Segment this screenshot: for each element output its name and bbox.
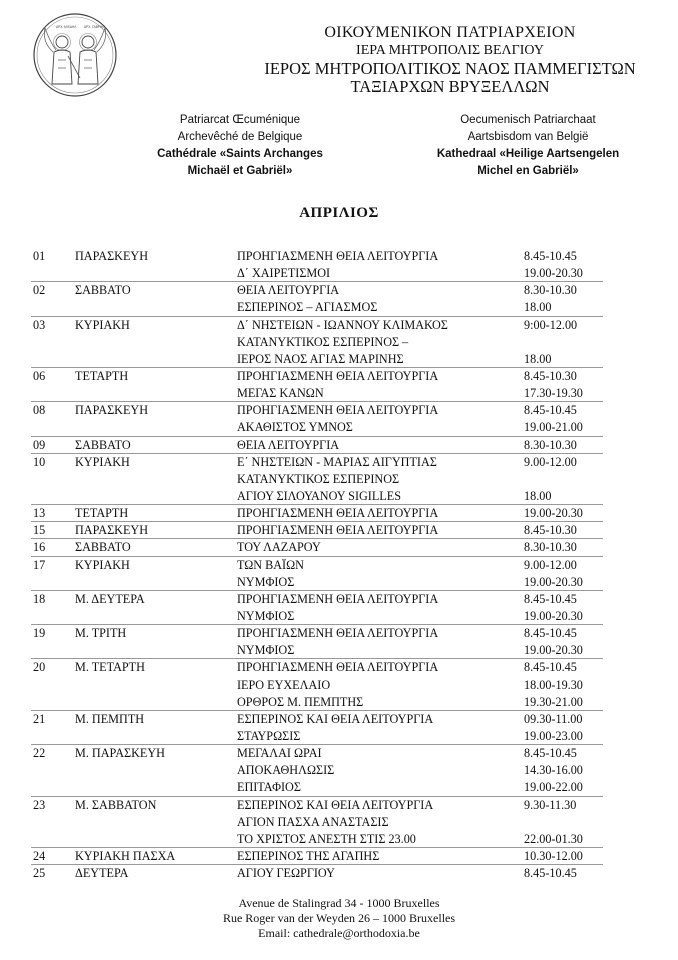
row-day: ΠΑΡΑΣΚΕΥΗ	[75, 523, 149, 538]
row-time: 18.00	[524, 488, 552, 503]
row-time: 14.30-16.00	[524, 763, 583, 778]
row-day: ΠΑΡΑΣΚΕΥΗ	[75, 403, 149, 418]
row-service: ΑΚΑΘΙΣΤΟΣ ΥΜΝΟΣ	[237, 420, 353, 435]
row-time: 19.00-20.30	[524, 266, 583, 281]
schedule-row	[0, 471, 678, 488]
schedule-row	[0, 488, 678, 505]
schedule-table	[0, 248, 678, 882]
row-service: ΘΕΙΑ ΛΕΙΤΟΥΡΓΙΑ	[237, 437, 340, 452]
schedule-row	[0, 659, 678, 676]
cathedral-archangels-logo	[32, 12, 118, 98]
schedule-row	[0, 522, 678, 539]
row-time: 8.45-10.45	[524, 626, 577, 641]
row-service: ΙΕΡΟΣ ΝΑΟΣ ΑΓΙΑΣ ΜΑΡΙΝΗΣ	[237, 351, 404, 366]
schedule-row	[0, 608, 678, 625]
row-day: ΣΑΒΒΑΤΟ	[75, 437, 131, 452]
row-service: ΑΓΙΟΝ ΠΑΣΧΑ ΑΝΑΣΤΑΣΙΣ	[237, 814, 389, 829]
schedule-row	[0, 728, 678, 745]
nl-line-4: Michel en Gabriël»	[477, 165, 579, 177]
row-time: 8.45-10.30	[524, 523, 577, 538]
row-service: ΣΤΑΥΡΩΣΙΣ	[237, 728, 301, 743]
row-service: ΜΕΓΑΛΑΙ ΩΡΑΙ	[237, 746, 322, 761]
schedule-row	[0, 402, 678, 419]
row-date: 19	[33, 626, 46, 641]
row-date: 20	[33, 660, 46, 675]
greek-header	[230, 24, 670, 96]
footer	[0, 896, 678, 941]
row-service: ΕΣΠΕΡΙΝΟΣ – ΑΓΙΑΣΜΟΣ	[237, 300, 378, 315]
schedule-row	[0, 437, 678, 454]
row-time: 8.45-10.45	[524, 866, 577, 881]
row-date: 16	[33, 540, 46, 555]
row-day: Μ. ΣΑΒΒΑΤΟΝ	[75, 797, 157, 812]
row-time: 18.00	[524, 351, 552, 366]
row-service: ΠΡΟΗΓΙΑΣΜΕΝΗ ΘΕΙΑ ΛΕΙΤΟΥΡΓΙΑ	[237, 591, 439, 606]
schedule-row	[0, 694, 678, 711]
row-time: 19.00-20.30	[524, 574, 583, 589]
schedule-row	[0, 591, 678, 608]
row-date: 23	[33, 797, 46, 812]
schedule-row	[0, 865, 678, 882]
footer-address-2: Rue Roger van der Weyden 26 – 1000 Bruxelles	[222, 911, 456, 925]
schedule-row	[0, 419, 678, 436]
logo-label-left: ΑΡΧ. ΜΙΧΑΗΛ	[56, 25, 77, 29]
row-day: ΣΑΒΒΑΤΟ	[75, 540, 131, 555]
row-time: 9.00-12.00	[524, 454, 577, 469]
row-day: Μ. ΤΡΙΤΗ	[75, 626, 127, 641]
nl-line-2: Aartsbisdom van België	[467, 131, 589, 143]
row-date: 02	[33, 283, 46, 298]
row-service: ΝΥΜΦΙΟΣ	[237, 574, 295, 589]
row-day: Μ. ΔΕΥΤΕΡΑ	[75, 591, 145, 606]
schedule-row	[0, 334, 678, 351]
month-title: ΑΠΡΙΛΙΟΣ	[299, 205, 379, 221]
row-service: ΙΕΡΟ ΕΥΧΕΛΑΙΟ	[237, 677, 331, 692]
row-service: Δ΄ ΧΑΙΡΕΤΙΣΜΟΙ	[237, 266, 331, 281]
schedule-row	[0, 745, 678, 762]
schedule-row	[0, 299, 678, 316]
schedule-row	[0, 557, 678, 574]
row-time: 22.00-01.30	[524, 831, 583, 846]
row-date: 10	[33, 454, 46, 469]
schedule-row	[0, 797, 678, 814]
row-date: 24	[33, 848, 46, 863]
row-time: 8.45-10.45	[524, 746, 577, 761]
row-service: ΕΠΙΤΑΦΙΟΣ	[237, 780, 301, 795]
schedule-row	[0, 248, 678, 265]
row-service: ΚΑΤΑΝΥΚΤΙΚΟΣ ΕΣΠΕΡΙΝΟΣ –	[237, 334, 409, 349]
schedule-row	[0, 454, 678, 471]
row-day: Μ. ΠΑΡΑΣΚΕΥΗ	[75, 746, 165, 761]
row-service: ΚΑΤΑΝΥΚΤΙΚΟΣ ΕΣΠΕΡΙΝΟΣ	[237, 471, 400, 486]
row-time: 19.00-20.30	[524, 643, 583, 658]
row-time: 8.30-10.30	[524, 540, 577, 555]
row-service: ΑΓΙΟΥ ΣΙΛΟΥΑΝΟΥ SIGILLES	[237, 488, 401, 503]
row-service: ΝΥΜΦΙΟΣ	[237, 608, 295, 623]
logo-label-right: ΑΡΧ. ΓΑΒΡΙΗΛ	[84, 25, 106, 29]
schedule-row	[0, 574, 678, 591]
row-day: ΚΥΡΙΑΚΗ	[75, 454, 130, 469]
row-date: 09	[33, 437, 46, 452]
row-service: ΝΥΜΦΙΟΣ	[237, 643, 295, 658]
row-day: ΚΥΡΙΑΚΗ ΠΑΣΧΑ	[75, 848, 176, 863]
dutch-subheader	[408, 112, 648, 180]
row-service: ΤΩΝ ΒΑΪΩΝ	[237, 557, 304, 572]
row-day: ΚΥΡΙΑΚΗ	[75, 317, 130, 332]
row-date: 18	[33, 591, 46, 606]
row-service: ΠΡΟΗΓΙΑΣΜΕΝΗ ΘΕΙΑ ΛΕΙΤΟΥΡΓΙΑ	[237, 660, 439, 675]
schedule-row	[0, 762, 678, 779]
row-time: 8.45-10.45	[524, 249, 577, 263]
row-date: 17	[33, 557, 46, 572]
row-date: 08	[33, 403, 46, 418]
row-day: Μ. ΠΕΜΠΤΗ	[75, 711, 145, 726]
row-service: ΠΡΟΗΓΙΑΣΜΕΝΗ ΘΕΙΑ ΛΕΙΤΟΥΡΓΙΑ	[237, 626, 439, 641]
fr-line-2: Archevêché de Belgique	[177, 131, 303, 143]
nl-line-3: Kathedraal «Heilige Aartsengelen	[436, 148, 620, 160]
row-service: Δ΄ ΝΗΣΤΕΙΩΝ - ΙΩΑΝΝΟΥ ΚΛΙΜΑΚΟΣ	[237, 317, 448, 332]
row-service: ΠΡΟΗΓΙΑΣΜΕΝΗ ΘΕΙΑ ΛΕΙΤΟΥΡΓΙΑ	[237, 506, 439, 521]
schedule-row	[0, 711, 678, 728]
row-date: 01	[33, 249, 46, 263]
fr-line-4: Michaël et Gabriël»	[187, 165, 293, 177]
row-time: 19.00-21.00	[524, 420, 583, 435]
row-date: 21	[33, 711, 46, 726]
schedule-row	[0, 351, 678, 368]
row-date: 06	[33, 368, 46, 383]
row-time: 10.30-12.00	[524, 848, 583, 863]
header-archangels: ΤΑΞΙΑΡΧΩΝ ΒΡΥΞΕΛΛΩΝ	[350, 77, 550, 96]
footer-address-1: Avenue de Stalingrad 34 - 1000 Bruxelles	[238, 896, 440, 910]
row-service: ΑΠΟΚΑΘΗΛΩΣΙΣ	[237, 763, 335, 778]
row-time: 19.30-21.00	[524, 694, 583, 709]
nl-line-1: Oecumenisch Patriarchaat	[460, 114, 596, 126]
row-time: 19.00-20.30	[524, 608, 583, 623]
row-date: 25	[33, 866, 46, 881]
schedule-row	[0, 625, 678, 642]
schedule-row	[0, 779, 678, 796]
schedule-row	[0, 848, 678, 865]
row-service: ΟΡΘΡΟΣ Μ. ΠΕΜΠΤΗΣ	[237, 694, 364, 709]
row-day: ΔΕΥΤΕΡΑ	[75, 866, 129, 881]
row-day: ΤΕΤΑΡΤΗ	[75, 506, 129, 521]
schedule-row	[0, 831, 678, 848]
row-day: Μ. ΤΕΤΑΡΤΗ	[75, 660, 145, 675]
row-time: 8.45-10.45	[524, 403, 577, 418]
row-time: 19.00-22.00	[524, 780, 583, 795]
footer-email: Email: cathedrale@orthodoxia.be	[258, 926, 420, 940]
row-time: 9:00-12.00	[524, 317, 578, 332]
header-cathedral: ΙΕΡΟΣ ΜΗΤΡΟΠΟΛΙΤΙΚΟΣ ΝΑΟΣ ΠΑΜΜΕΓΙΣΤΩΝ	[264, 59, 636, 78]
row-service: ΕΣΠΕΡΙΝΟΣ ΤΗΣ ΑΓΑΠΗΣ	[237, 848, 380, 863]
row-service: ΠΡΟΗΓΙΑΣΜΕΝΗ ΘΕΙΑ ΛΕΙΤΟΥΡΓΙΑ	[237, 249, 439, 263]
row-service: ΤΟ ΧΡΙΣΤΟΣ ΑΝΕΣΤΗ ΣΤΙΣ 23.00	[237, 831, 416, 846]
row-time: 09.30-11.00	[524, 711, 583, 726]
row-day: ΤΕΤΑΡΤΗ	[75, 368, 129, 383]
header-metropolis: ΙΕΡΑ ΜΗΤΡΟΠΟΛΙΣ ΒΕΛΓΙΟΥ	[356, 43, 544, 58]
schedule-row	[0, 385, 678, 402]
schedule-row	[0, 317, 678, 334]
row-time: 8.45-10.45	[524, 660, 577, 675]
row-day: ΠΑΡΑΣΚΕΥΗ	[75, 249, 149, 263]
row-date: 22	[33, 746, 46, 761]
row-service: ΕΣΠΕΡΙΝΟΣ ΚΑΙ ΘΕΙΑ ΛΕΙΤΟΥΡΓΙΑ	[237, 797, 434, 812]
schedule-row	[0, 642, 678, 659]
row-time: 18.00-19.30	[524, 677, 583, 692]
fr-line-1: Patriarcat Œcuménique	[179, 114, 301, 126]
row-date: 15	[33, 523, 46, 538]
row-time: 8.30-10.30	[524, 437, 577, 452]
row-time: 18.00	[524, 300, 552, 315]
row-service: ΜΕΓΑΣ ΚΑΝΩΝ	[237, 386, 324, 401]
schedule-row	[0, 505, 678, 522]
row-time: 17.30-19.30	[524, 386, 583, 401]
row-time: 8.30-10.30	[524, 283, 577, 298]
schedule-row	[0, 814, 678, 831]
row-service: ΕΣΠΕΡΙΝΟΣ ΚΑΙ ΘΕΙΑ ΛΕΙΤΟΥΡΓΙΑ	[237, 711, 434, 726]
row-time: 19.00-20.30	[524, 506, 583, 521]
row-time: 9.30-11.30	[524, 797, 577, 812]
row-day: ΣΑΒΒΑΤΟ	[75, 283, 131, 298]
french-subheader	[140, 112, 340, 180]
row-date: 13	[33, 506, 46, 521]
schedule-row	[0, 539, 678, 556]
row-service: Ε΄ ΝΗΣΤΕΙΩΝ - ΜΑΡΙΑΣ ΑΙΓΥΠΤΙΑΣ	[237, 454, 437, 469]
row-service: ΠΡΟΗΓΙΑΣΜΕΝΗ ΘΕΙΑ ΛΕΙΤΟΥΡΓΙΑ	[237, 523, 439, 538]
row-time: 19.00-23.00	[524, 728, 583, 743]
row-service: ΑΓΙΟΥ ΓΕΩΡΓΙΟΥ	[237, 866, 335, 881]
schedule-row	[0, 282, 678, 299]
row-time: 8.45-10.45	[524, 591, 577, 606]
schedule-row	[0, 265, 678, 282]
row-service: ΠΡΟΗΓΙΑΣΜΕΝΗ ΘΕΙΑ ΛΕΙΤΟΥΡΓΙΑ	[237, 403, 439, 418]
row-service: ΤΟΥ ΛΑΖΑΡΟΥ	[237, 540, 321, 555]
schedule-row	[0, 677, 678, 694]
row-service: ΠΡΟΗΓΙΑΣΜΕΝΗ ΘΕΙΑ ΛΕΙΤΟΥΡΓΙΑ	[237, 368, 439, 383]
fr-line-3: Cathédrale «Saints Archanges	[157, 148, 323, 160]
row-service: ΘΕΙΑ ΛΕΙΤΟΥΡΓΙΑ	[237, 283, 340, 298]
row-date: 03	[33, 317, 46, 332]
schedule-row	[0, 368, 678, 385]
row-day: ΚΥΡΙΑΚΗ	[75, 557, 130, 572]
header-patriarchate: ΟΙΚΟΥΜΕΝΙΚΟΝ ΠΑΤΡΙΑΡΧΕΙΟΝ	[324, 24, 576, 41]
row-time: 9.00-12.00	[524, 557, 577, 572]
row-time: 8.45-10.30	[524, 368, 577, 383]
